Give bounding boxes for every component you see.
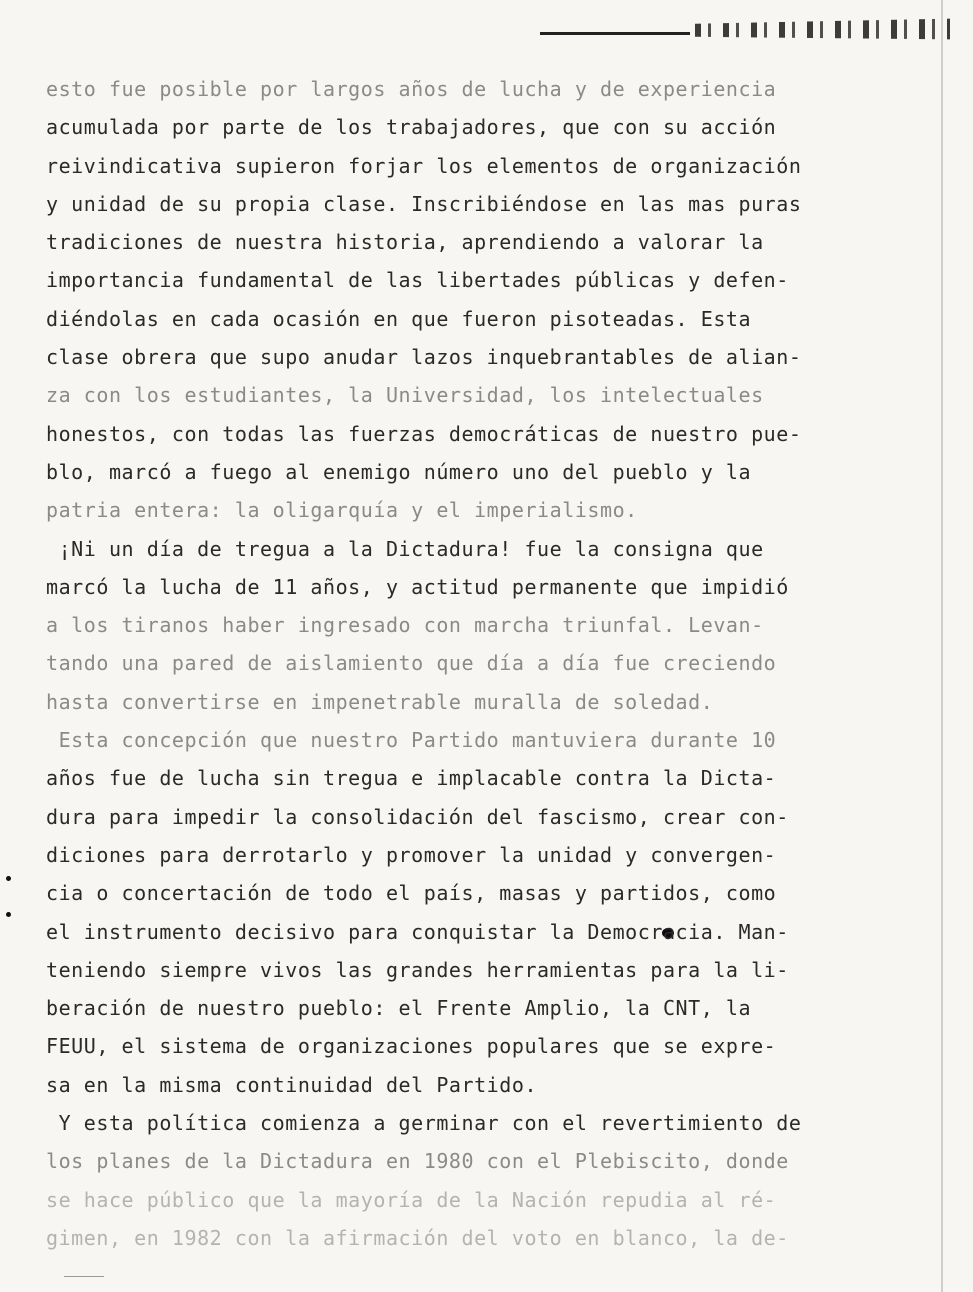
text-line: Y esta política comienza a germinar con el revertimiento de [46,1111,802,1136]
page-edge [941,0,943,1292]
text-line: dura para impedir la consolidación del fascismo, crear con- [46,804,789,829]
text-line: beración de nuestro pueblo: el Frente Amplio, la CNT, la [46,996,752,1021]
ink-mark [6,876,11,881]
text-line: Esta concepción que nuestro Partido mantuviera durante 10 [46,728,777,753]
text-line: FEUU, el sistema de organizaciones populares que se expre- [46,1034,777,1059]
text-line: y unidad de su propia clase. Inscribiéndose en las mas puras [46,191,802,216]
text-line: hasta convertirse en impenetrable muralla de soledad. [46,689,714,714]
text-line: za con los estudiantes, la Universidad, los intelectuales [46,383,764,408]
text-line: tradiciones de nuestra historia, aprendiendo a valorar la [46,230,764,255]
text-line: cia o concertación de todo el país, masas y partidos, como [46,881,777,906]
text-line: tando una pared de aislamiento que día a día fue creciendo [46,651,777,676]
text-line: blo, marcó a fuego al enemigo número uno del pueblo y la [46,459,752,484]
text-line: sa en la misma continuidad del Partido. [46,1072,538,1097]
document-body [46,70,906,1257]
text-line: el instrumento decisivo para conquistar la Democracia. Man- [46,919,789,944]
text-line: ¡Ni un día de tregua a la Dictadura! fue la consigna que [46,536,764,561]
ink-smudge [695,16,950,42]
text-line: esto fue posible por largos años de lucha y de experiencia [46,77,777,101]
text-line: patria entera: la oligarquía y el imperialismo. [46,498,638,523]
text-line: diéndolas en cada ocasión en que fueron pisoteadas. Esta [46,306,752,331]
text-line: gimen, en 1982 con la afirmación del voto en blanco, la de- [46,1225,789,1250]
bottom-mark [64,1276,104,1277]
text-line: honestos, con todas las fuerzas democráticas de nuestro pue- [46,421,802,446]
text-line: diciones para derrotarlo y promover la unidad y convergen- [46,842,777,867]
top-rule [540,32,690,35]
text-line: años fue de lucha sin tregua e implacable contra la Dicta- [46,766,777,791]
text-line: marcó la lucha de 11 años, y actitud permanente que impidió [46,574,789,599]
text-line: teniendo siempre vivos las grandes herramientas para la li- [46,957,789,982]
ink-mark [6,912,11,917]
text-line: se hace público que la mayoría de la Nación repudia al ré- [46,1187,777,1212]
text-line: los planes de la Dictadura en 1980 con el Plebiscito, donde [46,1149,789,1174]
text-line: importancia fundamental de las libertades públicas y defen- [46,268,789,293]
text-line: reivindicativa supieron forjar los elementos de organización [46,153,802,178]
text-line: clase obrera que supo anudar lazos inquebrantables de alian- [46,345,802,370]
text-line: acumulada por parte de los trabajadores, que con su acción [46,115,777,140]
text-line: a los tiranos haber ingresado con marcha triunfal. Levan- [46,613,764,638]
